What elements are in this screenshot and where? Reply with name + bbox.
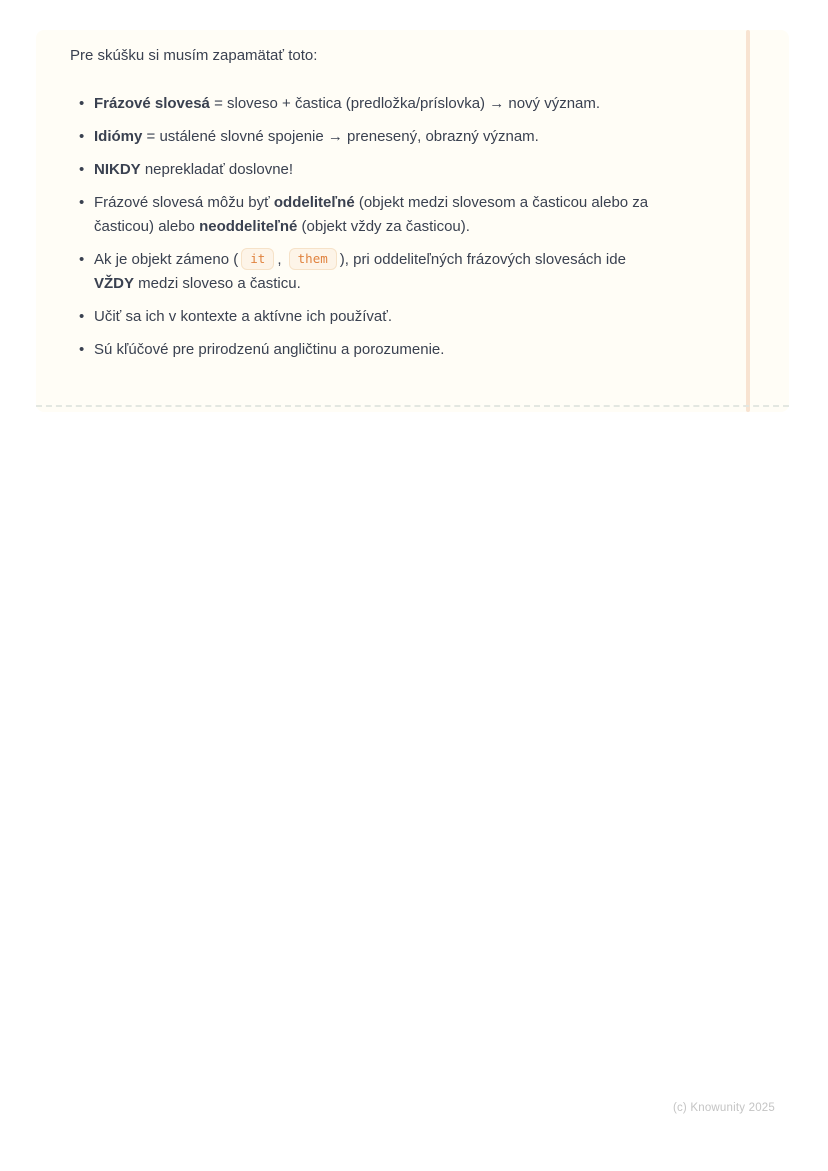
text-segment: Ak je objekt zámeno ( [94,251,239,268]
list-item [94,191,655,239]
text-segment: (objekt medzi slovesom a časticou alebo za časticou) alebo [94,194,649,235]
text-segment: , [277,251,286,268]
text-segment: Frázové slovesá môžu byť [94,194,274,211]
list-item [94,338,655,362]
inline-code-chip: them [289,248,337,270]
accent-line [746,30,750,412]
copyright-footer: (c) Knowunity 2025 [672,1102,775,1114]
text-segment: (objekt vždy za časticou). [297,218,470,235]
bold-text: NIKDY [94,161,141,178]
text-segment: = ustálené slovné spojenie → prenesený, obrazný význam. [142,128,539,145]
list-item [94,92,655,116]
bold-text: VŽDY [94,275,135,292]
text-segment: = sloveso + častica (predložka/príslovka) → nový význam. [209,95,601,112]
intro-text: Pre skúšku si musím zapamätať toto: [70,47,318,64]
list-item [94,248,655,296]
bold-text: Frázové slovesá [94,95,210,112]
bold-text: neoddeliteľné [199,218,298,235]
list-item [94,158,655,182]
list-item [94,125,655,149]
note-card [36,30,789,412]
text-segment: Učiť sa ich v kontexte a aktívne ich používať. [94,308,393,325]
text-segment: neprekladať doslovne! [140,161,294,178]
bold-text: oddeliteľné [273,194,355,211]
bullet-list [70,92,655,362]
inline-code-chip: it [241,248,274,270]
page-break-dashed-line [36,405,789,407]
text-segment: medzi sloveso a časticu. [134,275,301,292]
list-item [94,305,655,329]
text-segment: Sú kľúčové pre prirodzenú angličtinu a porozumenie. [94,341,445,358]
bold-text: Idiómy [94,128,143,145]
text-segment: ), pri oddeliteľných frázových slovesách ide [339,251,626,268]
